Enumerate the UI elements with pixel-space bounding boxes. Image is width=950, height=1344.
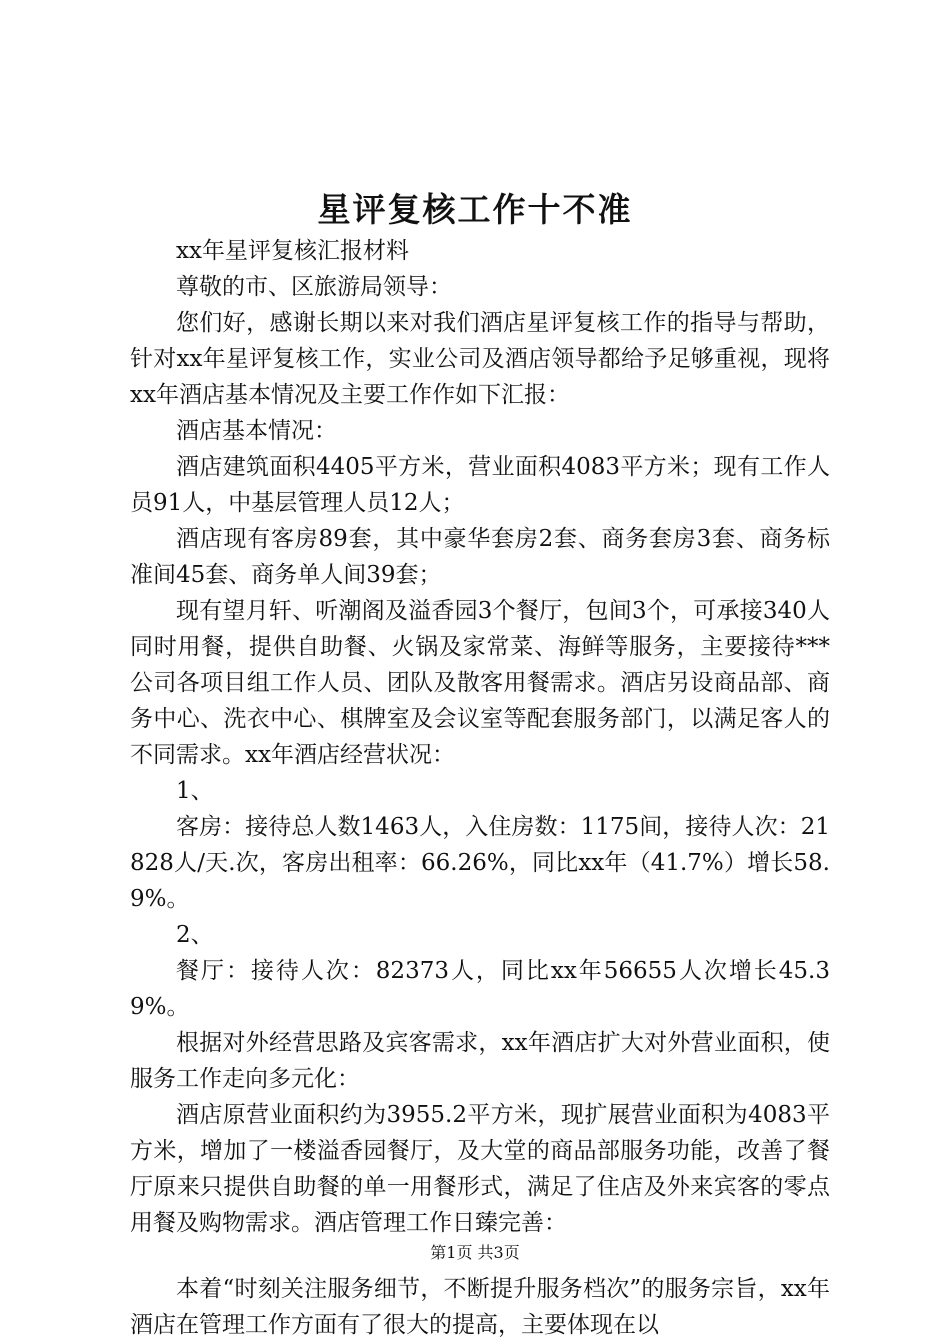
paragraph: 2、 bbox=[176, 922, 214, 948]
paragraph: 本着“时刻关注服务细节，不断提升服务档次”的服务宗旨，xx年酒店在管理工作方面有了很大的提高，主要体现在以 bbox=[130, 1276, 830, 1338]
page-number-footer: 第1页 共3页 bbox=[430, 1243, 520, 1262]
document-title: 星评复核工作十不准 bbox=[317, 190, 633, 229]
paragraph: 酒店现有客房89套，其中豪华套房2套、商务套房3套、商务标准间45套、商务单人间39套； bbox=[130, 526, 830, 588]
paragraph: xx年星评复核汇报材料 bbox=[176, 238, 409, 264]
paragraph: 根据对外经营思路及宾客需求，xx年酒店扩大对外营业面积，使服务工作走向多元化： bbox=[130, 1030, 830, 1092]
paragraph: 尊敬的市、区旅游局领导： bbox=[176, 274, 452, 300]
document-body bbox=[130, 233, 830, 1343]
paragraph: 酒店基本情况： bbox=[176, 418, 337, 444]
paragraph: 酒店建筑面积4405平方米，营业面积4083平方米；现有工作人员91人，中基层管理人员12人； bbox=[130, 454, 830, 516]
paragraph: 酒店原营业面积约为3955.2平方米，现扩展营业面积为4083平方米，增加了一楼溢香园餐厅，及大堂的商品部服务功能，改善了餐厅原来只提供自助餐的单一用餐形式，满足了住店及外来宾客的零点用餐及购物需求。酒店管理工作日臻完善： bbox=[130, 1102, 830, 1236]
paragraph: 1、 bbox=[176, 778, 214, 804]
paragraph: 您们好，感谢长期以来对我们酒店星评复核工作的指导与帮助，针对xx年星评复核工作，实业公司及酒店领导都给予足够重视，现将xx年酒店基本情况及主要工作作如下汇报： bbox=[130, 310, 830, 408]
paragraph: 餐厅：接待人次：82373人，同比xx年56655人次增长45.39%。 bbox=[130, 958, 830, 1020]
paragraph: 客房：接待总人数1463人，入住房数：1175间，接待人次：21828人/天.次，客房出租率：66.26%，同比xx年（41.7%）增长58.9%。 bbox=[130, 814, 830, 912]
paragraph: 现有望月轩、听潮阁及溢香园3个餐厅，包间3个，可承接340人同时用餐，提供自助餐、火锅及家常菜、海鲜等服务，主要接待***公司各项目组工作人员、团队及散客用餐需求。酒店另设商品部、商务中心、洗衣中心、棋牌室及会议室等配套服务部门，以满足客人的不同需求。xx年酒店经营状况： bbox=[130, 598, 830, 768]
